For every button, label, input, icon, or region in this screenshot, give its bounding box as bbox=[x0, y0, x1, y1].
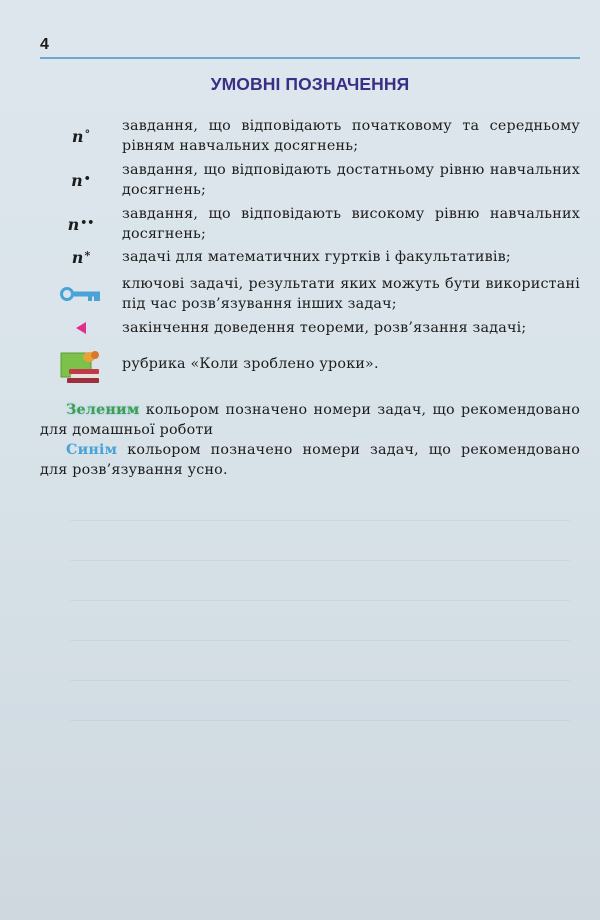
legend-text: рубрика «Коли зроблено уроки». bbox=[122, 356, 379, 372]
symbol-marker: • bbox=[83, 171, 91, 185]
legend-item bbox=[40, 247, 580, 274]
legend-text: ключові задачі, результати яких можуть бути використані під час розв’язування інших задач; bbox=[122, 276, 580, 312]
symbol-letter: n bbox=[71, 170, 83, 190]
level-high-icon bbox=[40, 204, 122, 244]
bleed-through-line bbox=[70, 640, 570, 641]
color-notes bbox=[40, 400, 580, 480]
symbol-letter: n bbox=[71, 126, 84, 146]
green-note-text: кольором позначено номери задач, що рекомендовано для домашньої роботи bbox=[40, 402, 580, 438]
page-number: 4 bbox=[40, 36, 49, 53]
key-icon bbox=[40, 274, 122, 314]
symbol-letter: n bbox=[71, 247, 84, 267]
header-rule bbox=[40, 57, 580, 59]
legend-text: завдання, що відповідають початковому та середньому рівням навчальних досягнень; bbox=[122, 118, 580, 154]
legend-text: закінчення доведення теореми, розв’язання задачі; bbox=[122, 320, 527, 336]
bleed-through-line bbox=[70, 520, 570, 521]
bleed-through-line bbox=[70, 680, 570, 681]
bleed-through-line bbox=[70, 720, 570, 721]
page-title: УМОВНІ ПОЗНАЧЕННЯ bbox=[210, 74, 410, 94]
level-basic-medium-icon bbox=[40, 116, 122, 156]
legend-text: завдання, що відповідають високому рівню навчальних досягнень; bbox=[122, 206, 580, 242]
blue-highlight: Синім bbox=[66, 442, 118, 458]
legend-item bbox=[40, 346, 580, 386]
green-highlight: Зеленим bbox=[66, 402, 140, 418]
legend-item bbox=[40, 274, 580, 318]
symbol-marker: ° bbox=[84, 127, 91, 141]
legend-item bbox=[40, 160, 580, 204]
symbol-marker: * bbox=[84, 248, 91, 262]
symbol-marker: •• bbox=[80, 215, 95, 229]
legend-list bbox=[40, 116, 580, 386]
homework-books-icon bbox=[40, 346, 122, 386]
bleed-through-line bbox=[70, 600, 570, 601]
level-sufficient-icon bbox=[40, 160, 122, 200]
legend-text: задачі для математичних гуртків і факультативів; bbox=[122, 249, 511, 265]
green-note bbox=[40, 400, 580, 440]
blue-note bbox=[40, 440, 580, 480]
bleed-through-line bbox=[70, 560, 570, 561]
level-olympiad-icon bbox=[40, 247, 122, 267]
legend-item bbox=[40, 116, 580, 160]
blue-note-text: кольором позначено номери задач, що рекомендовано для розв’язування усно. bbox=[40, 442, 580, 478]
legend-text: завдання, що відповідають достатньому рівню навчальних досягнень; bbox=[122, 162, 580, 198]
legend-item bbox=[40, 318, 580, 346]
triangle-end-icon bbox=[40, 318, 122, 338]
symbol-letter: n bbox=[67, 214, 80, 234]
legend-item bbox=[40, 204, 580, 247]
